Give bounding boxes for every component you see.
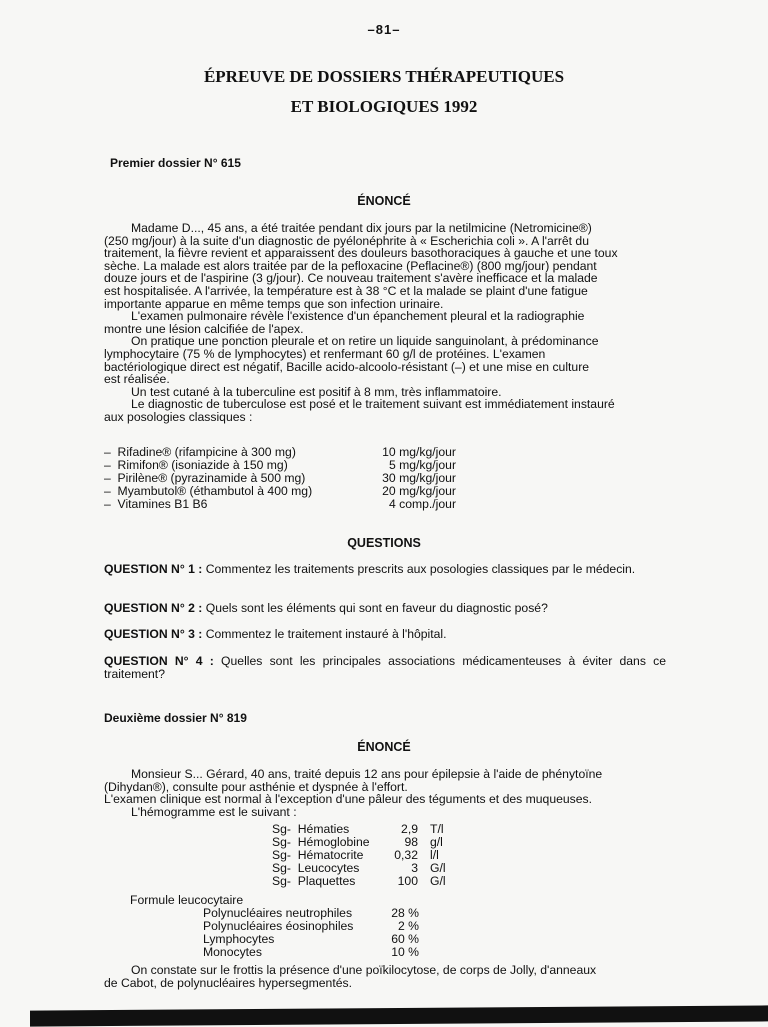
statement-line: de Cabot, de polynucléaires hypersegmentés. (104, 975, 352, 990)
dossier-2-enonce-heading: ÉNONCÉ (357, 740, 411, 754)
statement-line: Madame D..., 45 ans, a été traitée pendant dix jours par la netilmicine (Netromicine®) (131, 221, 592, 235)
question-text: Quelles sont les principales associations médicamenteuses à éviter dans ce traitement? (104, 654, 666, 681)
hemogram-value: 2,9 (401, 822, 418, 836)
statement-line: douze jours et de l'aspirine (3 g/jour). Ce nouveau traitement s'avère inefficace et la malade (104, 271, 598, 286)
leukocyte-value: 10 % (391, 945, 419, 959)
statement-line: (250 mg/jour) à la suite d'un diagnostic de pyélonéphrite à « Escherichia coli ». A l'arrêt du (104, 233, 589, 248)
statement-line: bactériologique direct est négatif, Bacille acido-alcoolo-résistant (–) et une mise en culture (104, 359, 590, 374)
medication-list (104, 446, 456, 511)
statement-line: Un test cutané à la tuberculine est positif à 8 mm, très inflammatoire. (131, 384, 502, 399)
medication-dose: 5 mg/kg/jour (388, 458, 456, 472)
statement-line: lymphocytaire (75 % de lymphocytes) et renfermant 60 g/l de protéines. L'examen (104, 346, 546, 361)
leukocyte-value: 2 % (397, 919, 419, 933)
medication-dose: 30 mg/kg/jour (382, 471, 456, 485)
medication-dose: 10 mg/kg/jour (382, 445, 456, 459)
statement-line: aux posologies classiques : (104, 409, 253, 424)
leukocyte-name: Polynucléaires neutrophiles (203, 906, 353, 920)
leukocyte-row (203, 946, 419, 959)
hemogram-value: 100 (397, 874, 418, 888)
leukocyte-name: Lymphocytes (203, 932, 275, 946)
statement-line: Le diagnostic de tuberculose est posé et le traitement suivant est immédiatement instauré (131, 397, 615, 412)
leukocyte-formula-table (203, 907, 419, 959)
statement-line: importante apparue en même temps que son infection urinaire. (104, 296, 444, 311)
hemogram-name: Sg- Hématocrite (272, 848, 364, 862)
hemogram-name: Sg- Plaquettes (272, 874, 356, 888)
question-label: QUESTION N° 3 : (104, 627, 203, 641)
dossier-2-statement (104, 768, 666, 818)
statement-line: On constate sur le frottis la présence d'une poïkilocytose, de corps de Jolly, d'anneaux (131, 963, 597, 977)
hemogram-name: Sg- Leucocytes (272, 861, 360, 875)
hemogram-unit: l/l (430, 848, 439, 862)
dossier-1-statement (104, 222, 666, 424)
title-line-2: ET BIOLOGIQUES 1992 (290, 97, 478, 116)
hemogram-table (272, 823, 470, 888)
leukocyte-name: Monocytes (203, 945, 262, 959)
medication-dose: 4 comp./jour (388, 497, 456, 511)
dossier-2-heading: Deuxième dossier N° 819 (104, 711, 247, 725)
statement-line: L'examen pulmonaire révèle l'existence d'un épanchement pleural et la radiographie (131, 309, 585, 324)
hemogram-value: 0,32 (394, 848, 418, 862)
medication-dose: 20 mg/kg/jour (382, 484, 456, 498)
leukocyte-value: 60 % (391, 932, 419, 946)
dossier-1-enonce-heading: ÉNONCÉ (357, 194, 411, 208)
questions-heading: QUESTIONS (347, 536, 421, 550)
medication-item (104, 498, 456, 511)
medication-name: – Vitamines B1 B6 (104, 497, 208, 511)
hemogram-row (272, 875, 470, 888)
medication-name: – Myambutol® (éthambutol à 400 mg) (104, 484, 313, 498)
medication-name: – Pirilène® (pyrazinamide à 500 mg) (104, 471, 306, 485)
question-label: QUESTION N° 4 : (104, 654, 214, 668)
document-title (0, 62, 768, 122)
hemogram-value: 98 (404, 835, 418, 849)
statement-line: L'examen clinique est normal à l'exception d'une pâleur des téguments et des muqueuses. (104, 792, 593, 807)
scan-edge-bar (30, 1005, 768, 1026)
statement-line: Monsieur S... Gérard, 40 ans, traité depuis 12 ans pour épilepsie à l'aide de phénytoïne (131, 767, 603, 781)
hemogram-name: Sg- Hématies (272, 822, 350, 836)
question-3 (104, 628, 666, 641)
formula-label: Formule leucocytaire (130, 893, 244, 907)
hemogram-unit: G/l (430, 874, 446, 888)
question-text: Quels sont les éléments qui sont en faveur du diagnostic posé? (205, 601, 548, 615)
question-label: QUESTION N° 2 : (104, 601, 203, 615)
dossier-2-final-statement (104, 964, 666, 989)
statement-line: (Dihydan®), consulte pour asthénie et dyspnée à l'effort. (104, 779, 408, 794)
hemogram-unit: T/l (430, 822, 444, 836)
statement-line: On pratique une ponction pleurale et on retire un liquide sanguinolant, à prédominance (131, 334, 599, 349)
question-text: Commentez le traitement instauré à l'hôpital. (205, 627, 447, 641)
medication-name: – Rifadine® (rifampicine à 300 mg) (104, 445, 296, 459)
statement-line: L'hémogramme est le suivant : (131, 804, 297, 819)
statement-line: montre une lésion calcifiée de l'apex. (104, 321, 304, 336)
leukocyte-name: Polynucléaires éosinophiles (203, 919, 354, 933)
title-line-1: ÉPREUVE DE DOSSIERS THÉRAPEUTIQUES (203, 67, 565, 86)
question-1 (104, 563, 666, 576)
hemogram-unit: G/l (430, 861, 446, 875)
leukocyte-value: 28 % (391, 906, 419, 920)
hemogram-unit: g/l (430, 835, 443, 849)
statement-line: sèche. La malade est alors traitée par de la pefloxacine (Peflacine®) (800 mg/jour) pendant (104, 258, 597, 273)
question-4 (104, 655, 666, 681)
hemogram-name: Sg- Hémoglobine (272, 835, 370, 849)
statement-line: est hospitalisée. A l'arrivée, la température est à 38 °C et la malade se plaint d'une fatigue (104, 283, 588, 298)
hemogram-value: 3 (411, 861, 418, 875)
page-number: –81– (367, 22, 401, 37)
question-2 (104, 602, 666, 615)
question-text: Commentez les traitements prescrits aux posologies classiques par le médecin. (205, 562, 636, 576)
statement-line: est réalisée. (104, 372, 170, 387)
dossier-1-heading: Premier dossier N° 615 (110, 156, 241, 170)
medication-name: – Rimifon® (isoniazide à 150 mg) (104, 458, 288, 472)
statement-line: traitement, la fièvre revient et apparaissent des douleurs basothoraciques à gauche et une toux (104, 246, 618, 261)
question-label: QUESTION N° 1 : (104, 562, 203, 576)
